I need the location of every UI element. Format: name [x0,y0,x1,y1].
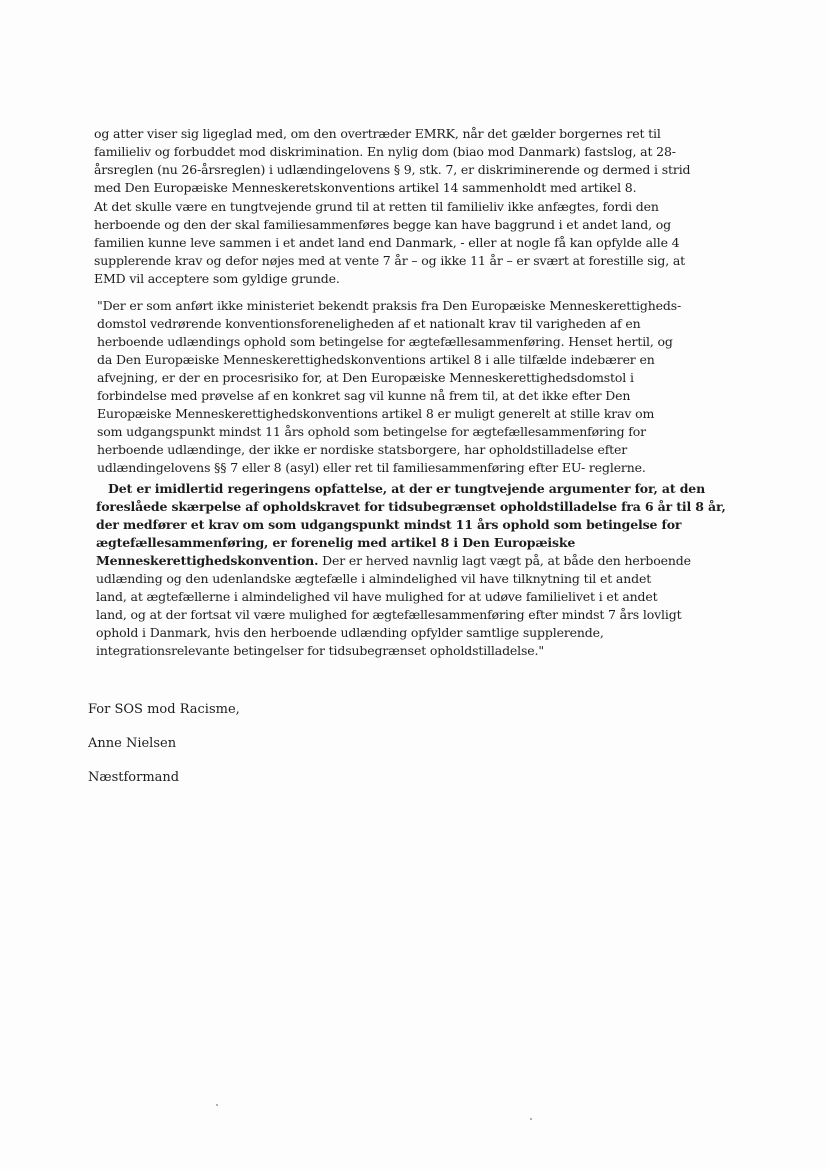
bold-line: Det er imidlertid regeringens opfattelse, at der er tungtvejende argumenter for, at den [108,481,706,496]
scan-speck [216,1104,218,1106]
paragraph-2 [94,198,684,288]
bold-quote-paragraph [96,480,726,660]
quote-line: herboende udlændings ophold som betingelse for ægtefællesammenføring. Henset hertil, og [97,334,673,349]
paragraph-line: supplerende krav og defor nøjes med at vente 7 år – og ikke 11 år – er svært at forestille sig, at [94,253,686,268]
paragraph-line: EMD vil acceptere som gyldige grunde. [94,271,340,286]
normal-line: land, og at der fortsat vil være mulighed for ægtefællesammenføring efter mindst 7 års lovligt [96,607,682,622]
normal-line: udlænding og den udenlandske ægtefælle i almindelighed vil have tilknytning til et andet [96,571,652,586]
signature-organization: For SOS mod Racisme, [88,702,240,717]
paragraph-line: familieliv og forbuddet mod diskrimination. En nylig dom (biao mod Danmark) fastslog, at 28- [94,144,676,159]
paragraph-line: og atter viser sig ligeglad med, om den overtræder EMRK, når det gælder borgernes ret til [94,126,661,141]
normal-line: integrationsrelevante betingelser for tidsubegrænset opholdstilladelse." [96,643,544,658]
bold-line: Menneskerettighedskonvention. [96,553,319,568]
normal-line: ophold i Danmark, hvis den herboende udlænding opfylder samtlige supplerende, [96,625,604,640]
quote-line: forbindelse med prøvelse af en konkret sag vil kunne nå frem til, at det ikke efter Den [97,388,631,403]
quote-line: afvejning, er der en procesrisiko for, at Den Europæiske Menneskerettighedsdomstol i [97,370,634,385]
quote-line: domstol vedrørende konventionsforeneligheden af et nationalt krav til varigheden af en [97,316,641,331]
quote-line: Europæiske Menneskerettighedskonventions artikel 8 er muligt generelt at stille krav om [97,406,655,421]
quote-line: da Den Europæiske Menneskerettighedskonventions artikel 8 i alle tilfælde indebærer en [97,352,655,367]
normal-line: land, at ægtefællerne i almindelighed vil have mulighed for at udøve familielivet i et andet [96,589,658,604]
paragraph-line: At det skulle være en tungtvejende grund til at retten til familieliv ikke anfægtes, fordi den [94,199,659,214]
paragraph-line: årsreglen (nu 26-årsreglen) i udlændingelovens § 9, stk. 7, er diskriminerende og dermed i strid [94,162,691,177]
bold-line: der medfører et krav om som udgangspunkt mindst 11 års ophold som betingelse for [96,517,682,532]
quote-paragraph [97,297,687,477]
bold-line: ægtefællesammenføring, er forenelig med artikel 8 i Den Europæiske [96,535,576,550]
signature-title: Næstformand [88,770,180,785]
paragraph-1 [94,125,691,197]
signature-name: Anne Nielsen [88,736,177,751]
paragraph-line: med Den Europæiske Menneskeretskonventions artikel 14 sammenholdt med artikel 8. [94,180,637,195]
scan-speck [530,1118,532,1120]
mixed-line [96,552,691,570]
normal-line: Der er herved navnlig lagt vægt på, at både den herboende [318,553,691,568]
quote-line: herboende udlændinge, der ikke er nordiske statsborgere, har opholdstilladelse efter [97,442,628,457]
quote-line: udlændingelovens §§ 7 eller 8 (asyl) eller ret til familiesammenføring efter EU- reglerne. [97,460,646,475]
bold-line: foreslåede skærpelse af opholdskravet for tidsubegrænset opholdstilladelse fra 6 år til 8 år, [96,499,726,514]
paragraph-line: herboende og den der skal familiesammenføres begge kan have baggrund i et andet land, og [94,217,672,232]
quote-line: som udgangspunkt mindst 11 års ophold som betingelse for ægtefællesammenføring for [97,424,646,439]
paragraph-line: familien kunne leve sammen i et andet land end Danmark, - eller at nogle få kan opfylde alle 4 [94,235,680,250]
quote-line: "Der er som anført ikke ministeriet bekendt praksis fra Den Europæiske Menneskerettigheds- [97,298,682,313]
